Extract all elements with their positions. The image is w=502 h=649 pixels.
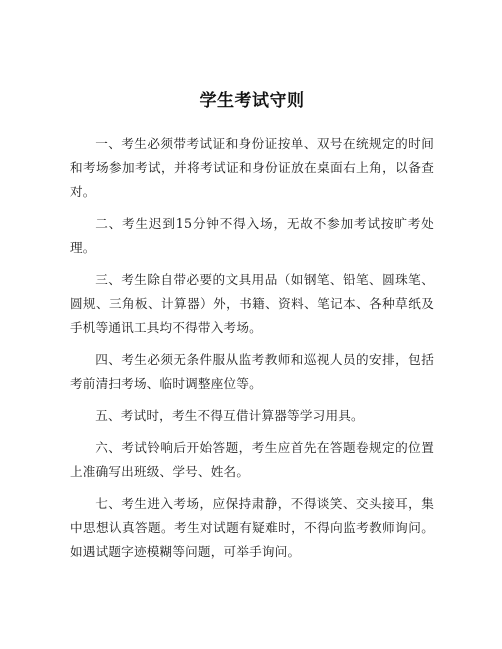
rule-paragraph-1: 一、考生必须带考试证和身份证按单、双号在统规定的时间和考场参加考试，并将考试证和身份证放在桌面右上角，以备查对。 — [70, 136, 434, 199]
rule-paragraph-7: 七、考生进入考场，应保持肃静，不得谈笑、交头接耳，集中思想认真答题。考生对试题有疑难时，不得向监考教师询问。如遇试题字迹模糊等问题，可举手询问。 — [70, 496, 434, 559]
document-title: 学生考试守则 — [199, 91, 305, 111]
rule-paragraph-2: 二、考生迟到15分钟不得入场，无故不参加考试按旷考处理。 — [70, 216, 434, 255]
rule-paragraph-4: 四、考生必须无条件服从监考教师和巡视人员的安排，包括考前清扫考场、临时调整座位等。 — [70, 352, 434, 391]
rule-paragraph-6: 六、考试铃响后开始答题，考生应首先在答题卷规定的位置上准确写出班级、学号、姓名。 — [70, 440, 434, 479]
rule-paragraph-5: 五、考试时，考生不得互借计算器等学习用具。 — [95, 408, 364, 423]
rule-paragraph-3: 三、考生除自带必要的文具用品（如钢笔、铅笔、圆珠笔、圆规、三角板、计算器）外，书籍、资料、笔记本、各种草纸及手机等通讯工具均不得带入考场。 — [70, 272, 434, 335]
